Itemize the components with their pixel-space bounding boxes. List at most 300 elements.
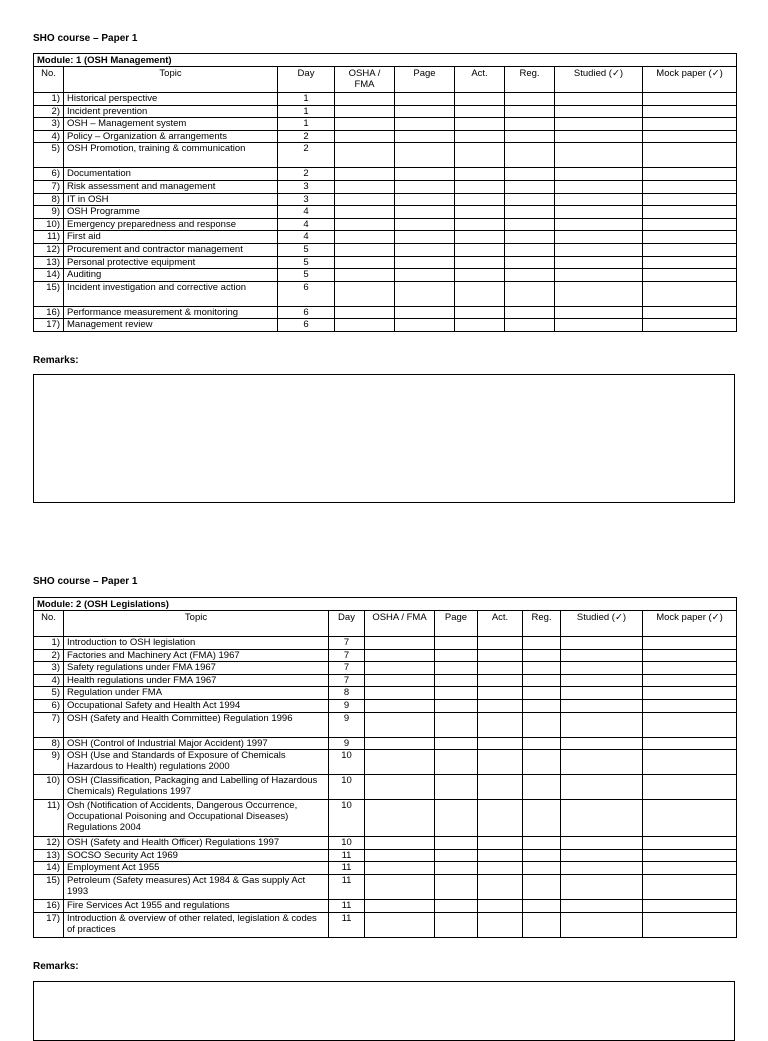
mock-paper-cell[interactable]: [643, 649, 737, 662]
reg-cell[interactable]: [505, 105, 555, 118]
studied-cell[interactable]: [555, 281, 643, 306]
table-row: [34, 118, 737, 131]
reg-cell[interactable]: [505, 130, 555, 143]
day-cell: 7: [329, 674, 365, 687]
reg-cell[interactable]: [505, 206, 555, 219]
act-cell[interactable]: [455, 180, 505, 193]
studied-cell[interactable]: [561, 712, 643, 737]
act-cell[interactable]: [455, 105, 505, 118]
act-cell[interactable]: [455, 243, 505, 256]
mock-paper-cell[interactable]: [643, 912, 737, 937]
mock-paper-cell[interactable]: [643, 862, 737, 875]
page-cell[interactable]: [435, 649, 478, 662]
studied-cell[interactable]: [555, 180, 643, 193]
row-number: 7): [34, 180, 64, 193]
osha-fma-cell[interactable]: [335, 281, 395, 306]
no-header: No.: [34, 611, 64, 637]
studied-cell[interactable]: [555, 193, 643, 206]
page-cell[interactable]: [435, 750, 478, 775]
mock-paper-cell[interactable]: [643, 750, 737, 775]
studied-cell[interactable]: [561, 912, 643, 937]
page-cell[interactable]: [395, 206, 455, 219]
act-cell[interactable]: [478, 649, 523, 662]
page-cell[interactable]: [435, 899, 478, 912]
studied-cell[interactable]: [561, 874, 643, 899]
studied-cell[interactable]: [555, 130, 643, 143]
osha-fma-cell[interactable]: [365, 737, 435, 750]
page-cell[interactable]: [435, 837, 478, 850]
act-cell[interactable]: [478, 750, 523, 775]
studied-cell[interactable]: [561, 750, 643, 775]
osha-fma-cell[interactable]: [365, 874, 435, 899]
row-number: 9): [34, 750, 64, 775]
reg-cell[interactable]: [523, 837, 561, 850]
studied-cell[interactable]: [561, 775, 643, 800]
day-header: Day: [329, 611, 365, 637]
mock-paper-cell[interactable]: [643, 800, 737, 837]
osha-fma-cell[interactable]: [335, 93, 395, 106]
table-row: [34, 674, 737, 687]
studied-cell[interactable]: [561, 662, 643, 675]
topic-cell: Petroleum (Safety measures) Act 1984 & Gas supply Act 1993: [64, 874, 329, 899]
table-row: [34, 319, 737, 332]
page-cell[interactable]: [395, 243, 455, 256]
table-row: [34, 837, 737, 850]
act-cell[interactable]: [455, 168, 505, 181]
row-number: 11): [34, 231, 64, 244]
act-cell[interactable]: [455, 218, 505, 231]
mock-paper-cell[interactable]: [643, 662, 737, 675]
page-cell[interactable]: [395, 193, 455, 206]
row-number: 15): [34, 874, 64, 899]
row-number: 13): [34, 849, 64, 862]
module-heading: Module: 2 (OSH Legislations): [34, 598, 737, 611]
act-cell[interactable]: [478, 800, 523, 837]
reg-cell[interactable]: [505, 281, 555, 306]
osha-fma-cell[interactable]: [365, 712, 435, 737]
page-cell[interactable]: [435, 912, 478, 937]
reg-cell[interactable]: [505, 256, 555, 269]
mock-paper-cell[interactable]: [643, 218, 737, 231]
reg-cell[interactable]: [523, 712, 561, 737]
studied-cell[interactable]: [555, 143, 643, 168]
mock-paper-cell[interactable]: [643, 243, 737, 256]
mock-paper-cell[interactable]: [643, 130, 737, 143]
studied-cell[interactable]: [561, 899, 643, 912]
act-cell[interactable]: [455, 231, 505, 244]
reg-cell[interactable]: [523, 849, 561, 862]
studied-cell[interactable]: [555, 206, 643, 219]
osha-fma-cell[interactable]: [335, 256, 395, 269]
topic-header: Topic: [64, 67, 278, 93]
osha-fma-cell[interactable]: [335, 180, 395, 193]
reg-cell[interactable]: [523, 775, 561, 800]
table-row: [34, 899, 737, 912]
studied-cell[interactable]: [561, 687, 643, 700]
mock-paper-cell[interactable]: [643, 306, 737, 319]
topic-cell: Incident investigation and corrective action: [64, 281, 278, 306]
osha-fma-cell[interactable]: [335, 269, 395, 282]
studied-cell[interactable]: [555, 118, 643, 131]
day-cell: 6: [278, 319, 335, 332]
mock-paper-cell[interactable]: [643, 737, 737, 750]
day-cell: 11: [329, 862, 365, 875]
topic-cell: Risk assessment and management: [64, 180, 278, 193]
day-cell: 2: [278, 130, 335, 143]
studied-cell[interactable]: [561, 649, 643, 662]
studied-cell[interactable]: [561, 737, 643, 750]
osha-fma-cell[interactable]: [365, 862, 435, 875]
row-number: 1): [34, 637, 64, 650]
osha-fma-cell[interactable]: [335, 193, 395, 206]
mock-paper-cell[interactable]: [643, 93, 737, 106]
osha-fma-cell[interactable]: [365, 687, 435, 700]
remarks-box[interactable]: [33, 981, 735, 1041]
osha-fma-cell[interactable]: [335, 130, 395, 143]
reg-cell[interactable]: [523, 800, 561, 837]
remarks-label: Remarks:: [33, 355, 79, 366]
row-number: 13): [34, 256, 64, 269]
row-number: 12): [34, 243, 64, 256]
studied-cell[interactable]: [555, 93, 643, 106]
topic-cell: Introduction to OSH legislation: [64, 637, 329, 650]
table-row: [34, 130, 737, 143]
row-number: 7): [34, 712, 64, 737]
osha-fma-cell[interactable]: [335, 243, 395, 256]
mock-paper-cell[interactable]: [643, 269, 737, 282]
table-row: [34, 206, 737, 219]
osha-fma-cell[interactable]: [365, 849, 435, 862]
studied-cell[interactable]: [555, 105, 643, 118]
studied-cell[interactable]: [555, 168, 643, 181]
reg-cell[interactable]: [523, 899, 561, 912]
act-cell[interactable]: [478, 662, 523, 675]
page-cell[interactable]: [435, 775, 478, 800]
studied-cell[interactable]: [561, 837, 643, 850]
studied-header: Studied (✓): [555, 67, 643, 93]
studied-cell[interactable]: [561, 849, 643, 862]
day-cell: 4: [278, 231, 335, 244]
act-cell[interactable]: [478, 637, 523, 650]
page-cell[interactable]: [395, 130, 455, 143]
table-row: [34, 862, 737, 875]
osha-fma-cell[interactable]: [335, 143, 395, 168]
row-number: 17): [34, 912, 64, 937]
studied-cell[interactable]: [555, 243, 643, 256]
studied-cell[interactable]: [555, 306, 643, 319]
act-cell[interactable]: [478, 687, 523, 700]
reg-cell[interactable]: [505, 193, 555, 206]
row-number: 15): [34, 281, 64, 306]
reg-cell[interactable]: [505, 306, 555, 319]
page-title: SHO course – Paper 1: [33, 576, 138, 587]
reg-cell[interactable]: [523, 874, 561, 899]
page-cell[interactable]: [435, 737, 478, 750]
reg-cell[interactable]: [505, 93, 555, 106]
mock-paper-cell[interactable]: [643, 206, 737, 219]
topic-cell: Factories and Machinery Act (FMA) 1967: [64, 649, 329, 662]
page-cell[interactable]: [395, 93, 455, 106]
day-cell: 4: [278, 218, 335, 231]
page-cell[interactable]: [395, 269, 455, 282]
page-cell[interactable]: [435, 862, 478, 875]
mock-paper-cell[interactable]: [643, 168, 737, 181]
osha-fma-cell[interactable]: [365, 899, 435, 912]
topic-cell: Historical perspective: [64, 93, 278, 106]
osha-fma-cell[interactable]: [365, 637, 435, 650]
act-cell[interactable]: [478, 912, 523, 937]
act-cell[interactable]: [455, 143, 505, 168]
table-row: [34, 193, 737, 206]
studied-cell[interactable]: [561, 800, 643, 837]
page-cell[interactable]: [435, 687, 478, 700]
studied-cell[interactable]: [555, 269, 643, 282]
act-cell[interactable]: [455, 319, 505, 332]
table-row: [34, 256, 737, 269]
page-cell[interactable]: [435, 874, 478, 899]
row-number: 16): [34, 306, 64, 319]
mock-paper-cell[interactable]: [643, 256, 737, 269]
page-cell[interactable]: [435, 674, 478, 687]
reg-cell[interactable]: [523, 737, 561, 750]
mock-paper-cell[interactable]: [643, 699, 737, 712]
row-number: 17): [34, 319, 64, 332]
reg-cell[interactable]: [523, 687, 561, 700]
act-cell[interactable]: [455, 193, 505, 206]
reg-cell[interactable]: [523, 674, 561, 687]
reg-cell[interactable]: [505, 243, 555, 256]
mock-paper-cell[interactable]: [643, 193, 737, 206]
page-header: Page: [395, 67, 455, 93]
topic-cell: Incident prevention: [64, 105, 278, 118]
mock-paper-cell[interactable]: [643, 281, 737, 306]
table-row: [34, 168, 737, 181]
day-cell: 6: [278, 281, 335, 306]
act-cell[interactable]: [478, 699, 523, 712]
mock-paper-cell[interactable]: [643, 837, 737, 850]
studied-cell[interactable]: [561, 637, 643, 650]
page-title: SHO course – Paper 1: [33, 33, 138, 44]
page-cell[interactable]: [435, 637, 478, 650]
studied-cell[interactable]: [561, 699, 643, 712]
page-cell[interactable]: [395, 168, 455, 181]
day-cell: 8: [329, 687, 365, 700]
osha-fma-cell[interactable]: [335, 218, 395, 231]
act-header: Act.: [455, 67, 505, 93]
page-cell[interactable]: [395, 180, 455, 193]
table-row: [34, 737, 737, 750]
table-row: [34, 649, 737, 662]
mock-paper-cell[interactable]: [643, 143, 737, 168]
table-row: [34, 750, 737, 775]
day-cell: 3: [278, 193, 335, 206]
osha-fma-cell[interactable]: [335, 231, 395, 244]
reg-cell[interactable]: [523, 649, 561, 662]
act-cell[interactable]: [455, 93, 505, 106]
row-number: 16): [34, 899, 64, 912]
act-cell[interactable]: [478, 874, 523, 899]
topic-cell: Health regulations under FMA 1967: [64, 674, 329, 687]
topic-cell: OSH (Safety and Health Officer) Regulations 1997: [64, 837, 329, 850]
table-row: [34, 849, 737, 862]
day-cell: 7: [329, 637, 365, 650]
day-cell: 7: [329, 662, 365, 675]
reg-cell[interactable]: [505, 118, 555, 131]
studied-cell[interactable]: [555, 256, 643, 269]
studied-header: Studied (✓): [561, 611, 643, 637]
row-number: 4): [34, 130, 64, 143]
page-cell[interactable]: [435, 712, 478, 737]
studied-cell[interactable]: [561, 674, 643, 687]
osha-fma-cell[interactable]: [365, 837, 435, 850]
studied-cell[interactable]: [561, 862, 643, 875]
page-cell[interactable]: [435, 662, 478, 675]
reg-cell[interactable]: [505, 168, 555, 181]
page-cell[interactable]: [395, 231, 455, 244]
reg-cell[interactable]: [523, 662, 561, 675]
topic-cell: First aid: [64, 231, 278, 244]
day-cell: 10: [329, 837, 365, 850]
no-header: No.: [34, 67, 64, 93]
osha-fma-cell[interactable]: [365, 662, 435, 675]
table-row: [34, 243, 737, 256]
mock-paper-cell[interactable]: [643, 899, 737, 912]
reg-cell[interactable]: [505, 218, 555, 231]
reg-cell[interactable]: [505, 231, 555, 244]
table-row: [34, 662, 737, 675]
osha-fma-cell[interactable]: [365, 649, 435, 662]
mock-paper-cell[interactable]: [643, 231, 737, 244]
osha-fma-cell[interactable]: [335, 105, 395, 118]
mock-paper-cell[interactable]: [643, 180, 737, 193]
reg-cell[interactable]: [523, 750, 561, 775]
osha-fma-cell[interactable]: [335, 206, 395, 219]
osha-fma-header: OSHA / FMA: [365, 611, 435, 637]
row-number: 5): [34, 143, 64, 168]
reg-cell[interactable]: [505, 319, 555, 332]
topic-cell: SOCSO Security Act 1969: [64, 849, 329, 862]
reg-cell[interactable]: [523, 699, 561, 712]
page-cell[interactable]: [395, 256, 455, 269]
row-number: 10): [34, 775, 64, 800]
page-cell[interactable]: [395, 319, 455, 332]
osha-fma-cell[interactable]: [335, 168, 395, 181]
table-row: [34, 231, 737, 244]
topic-cell: Occupational Safety and Health Act 1994: [64, 699, 329, 712]
mock-paper-cell[interactable]: [643, 874, 737, 899]
page-cell[interactable]: [395, 218, 455, 231]
remarks-box[interactable]: [33, 374, 735, 503]
reg-cell[interactable]: [523, 912, 561, 937]
osha-fma-cell[interactable]: [365, 674, 435, 687]
day-header: Day: [278, 67, 335, 93]
day-cell: 4: [278, 206, 335, 219]
act-cell[interactable]: [455, 206, 505, 219]
act-cell[interactable]: [478, 712, 523, 737]
act-cell[interactable]: [478, 775, 523, 800]
osha-fma-cell[interactable]: [335, 118, 395, 131]
mock-paper-cell[interactable]: [643, 849, 737, 862]
act-cell[interactable]: [478, 899, 523, 912]
act-cell[interactable]: [478, 674, 523, 687]
table-row: [34, 180, 737, 193]
osha-fma-cell[interactable]: [365, 912, 435, 937]
reg-cell[interactable]: [523, 862, 561, 875]
osha-fma-cell[interactable]: [365, 800, 435, 837]
day-cell: 6: [278, 306, 335, 319]
act-cell[interactable]: [455, 130, 505, 143]
day-cell: 5: [278, 243, 335, 256]
act-cell[interactable]: [478, 849, 523, 862]
header-row: [34, 67, 737, 93]
act-cell[interactable]: [455, 118, 505, 131]
studied-cell[interactable]: [555, 218, 643, 231]
mock-paper-cell[interactable]: [643, 687, 737, 700]
act-cell[interactable]: [455, 256, 505, 269]
row-number: 14): [34, 862, 64, 875]
mock-paper-header: Mock paper (✓): [643, 611, 737, 637]
reg-cell[interactable]: [505, 180, 555, 193]
page-cell[interactable]: [435, 699, 478, 712]
reg-cell[interactable]: [505, 269, 555, 282]
mock-paper-cell[interactable]: [643, 118, 737, 131]
act-cell[interactable]: [455, 306, 505, 319]
reg-header: Reg.: [523, 611, 561, 637]
mock-paper-cell[interactable]: [643, 319, 737, 332]
osha-fma-cell[interactable]: [365, 699, 435, 712]
day-cell: 9: [329, 737, 365, 750]
reg-cell[interactable]: [523, 637, 561, 650]
osha-fma-cell[interactable]: [365, 750, 435, 775]
osha-fma-header: OSHA / FMA: [335, 67, 395, 93]
act-cell[interactable]: [455, 269, 505, 282]
row-number: 8): [34, 193, 64, 206]
page-cell[interactable]: [395, 143, 455, 168]
row-number: 9): [34, 206, 64, 219]
page-cell[interactable]: [435, 849, 478, 862]
studied-cell[interactable]: [555, 231, 643, 244]
reg-cell[interactable]: [505, 143, 555, 168]
table-row: [34, 218, 737, 231]
day-cell: 2: [278, 168, 335, 181]
topic-cell: OSH (Safety and Health Committee) Regulation 1996: [64, 712, 329, 737]
act-cell[interactable]: [478, 737, 523, 750]
page-cell[interactable]: [435, 800, 478, 837]
osha-fma-cell[interactable]: [335, 306, 395, 319]
topic-cell: Safety regulations under FMA 1967: [64, 662, 329, 675]
mock-paper-cell[interactable]: [643, 105, 737, 118]
act-cell[interactable]: [455, 281, 505, 306]
mock-paper-cell[interactable]: [643, 775, 737, 800]
act-cell[interactable]: [478, 837, 523, 850]
act-cell[interactable]: [478, 862, 523, 875]
day-cell: 10: [329, 800, 365, 837]
mock-paper-cell[interactable]: [643, 712, 737, 737]
studied-cell[interactable]: [555, 319, 643, 332]
page-header: Page: [435, 611, 478, 637]
row-number: 10): [34, 218, 64, 231]
osha-fma-cell[interactable]: [335, 319, 395, 332]
page-cell[interactable]: [395, 306, 455, 319]
mock-paper-cell[interactable]: [643, 674, 737, 687]
page-cell[interactable]: [395, 281, 455, 306]
mock-paper-cell[interactable]: [643, 637, 737, 650]
page-cell[interactable]: [395, 105, 455, 118]
osha-fma-cell[interactable]: [365, 775, 435, 800]
table-row: [34, 775, 737, 800]
page-cell[interactable]: [395, 118, 455, 131]
day-cell: 5: [278, 269, 335, 282]
